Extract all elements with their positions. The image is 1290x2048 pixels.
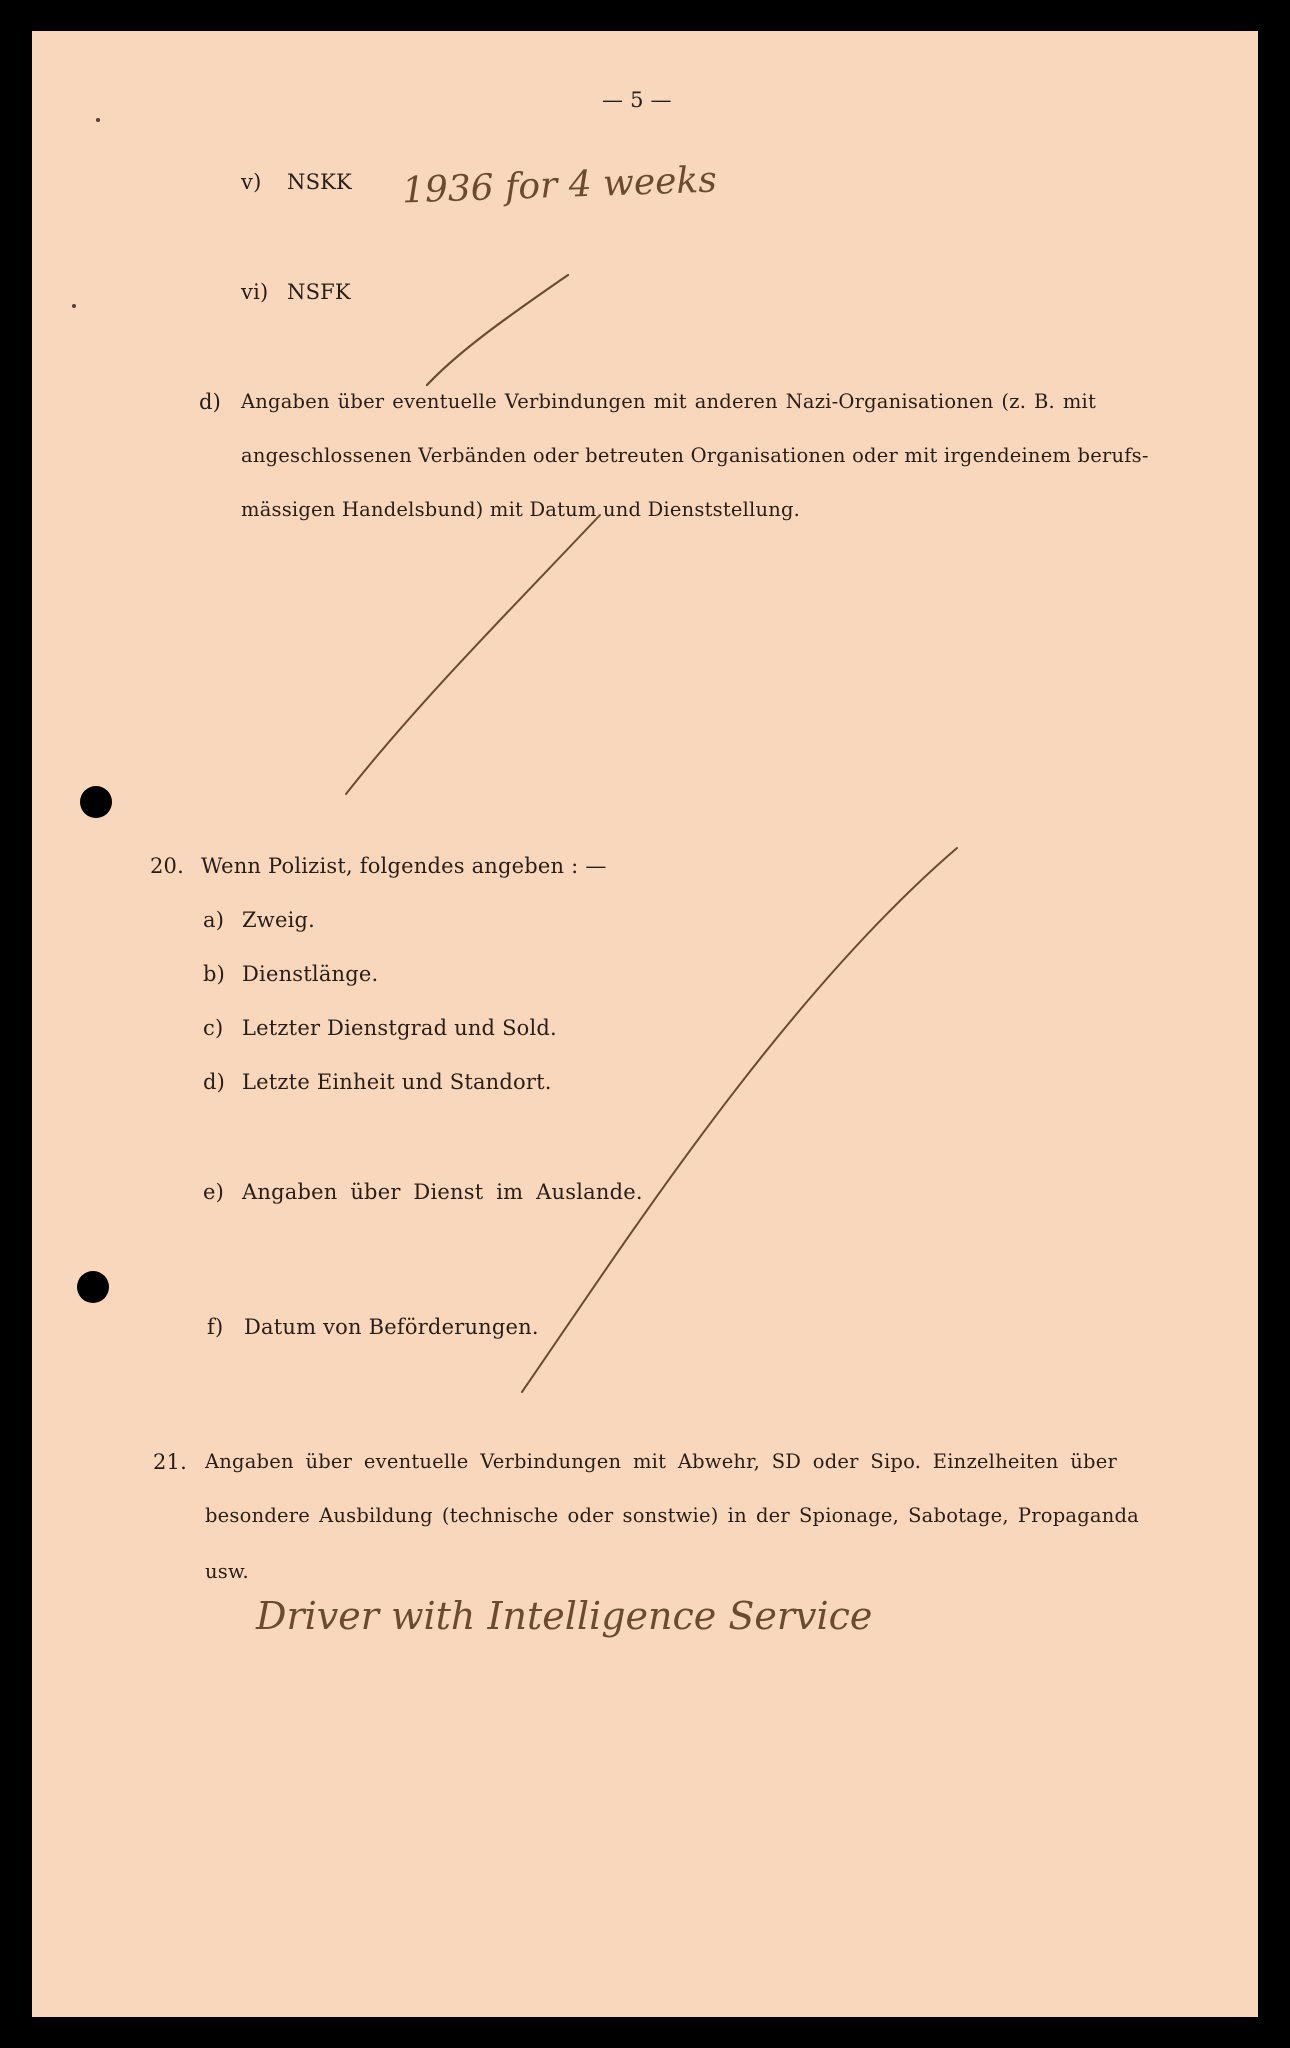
pen-stroke-q20 bbox=[522, 848, 957, 1392]
pen-stroke-nsfk bbox=[427, 275, 568, 385]
q20-c-label: c) bbox=[203, 1016, 224, 1040]
q20-d-label: d) bbox=[203, 1070, 226, 1094]
q20-d-text: Letzte Einheit und Standort. bbox=[242, 1070, 552, 1094]
q20-number: 20. bbox=[150, 854, 184, 878]
item-d-line-1: Angaben über eventuelle Verbindungen mit anderen Nazi-Organisationen (z. B. mit bbox=[241, 390, 1096, 413]
q20-text: Wenn Polizist, folgendes angeben : — bbox=[201, 854, 607, 878]
q21-line-3: usw. bbox=[205, 1560, 249, 1583]
item-d-label: d) bbox=[199, 390, 222, 414]
handwritten-answer-nskk: 1936 for 4 weeks bbox=[401, 159, 718, 212]
q20-b-label: b) bbox=[203, 962, 226, 986]
q21-line-1: Angaben über eventuelle Verbindungen mit Abwehr, SD oder Sipo. Einzelheiten über bbox=[205, 1450, 1117, 1473]
item-vi-label: vi) bbox=[241, 280, 269, 304]
item-v-text: NSKK bbox=[287, 170, 352, 194]
item-vi-text: NSFK bbox=[287, 280, 351, 304]
q20-e-text: Angaben über Dienst im Auslande. bbox=[242, 1180, 643, 1204]
q21-number: 21. bbox=[153, 1450, 187, 1474]
item-d-line-2: angeschlossenen Verbänden oder betreuten Organisationen oder mit irgendeinem berufs- bbox=[241, 444, 1149, 467]
q20-f-label: f) bbox=[207, 1315, 224, 1339]
handwritten-answer-q21: Driver with Intelligence Service bbox=[256, 1594, 873, 1638]
q20-a-text: Zweig. bbox=[242, 908, 316, 932]
q20-e-label: e) bbox=[203, 1180, 225, 1204]
q20-a-label: a) bbox=[203, 908, 225, 932]
pen-stroke-item-d bbox=[346, 515, 600, 794]
q20-c-text: Letzter Dienstgrad und Sold. bbox=[242, 1016, 557, 1040]
item-v-label: v) bbox=[241, 170, 262, 194]
page-number: — 5 — bbox=[602, 88, 672, 112]
q21-line-2: besondere Ausbildung (technische oder sonstwie) in der Spionage, Sabotage, Propaganda bbox=[205, 1504, 1139, 1527]
q20-b-text: Dienstlänge. bbox=[242, 962, 379, 986]
item-d-line-3: mässigen Handelsbund) mit Datum und Dienststellung. bbox=[241, 498, 801, 521]
q20-f-text: Datum von Beförderungen. bbox=[244, 1315, 539, 1339]
